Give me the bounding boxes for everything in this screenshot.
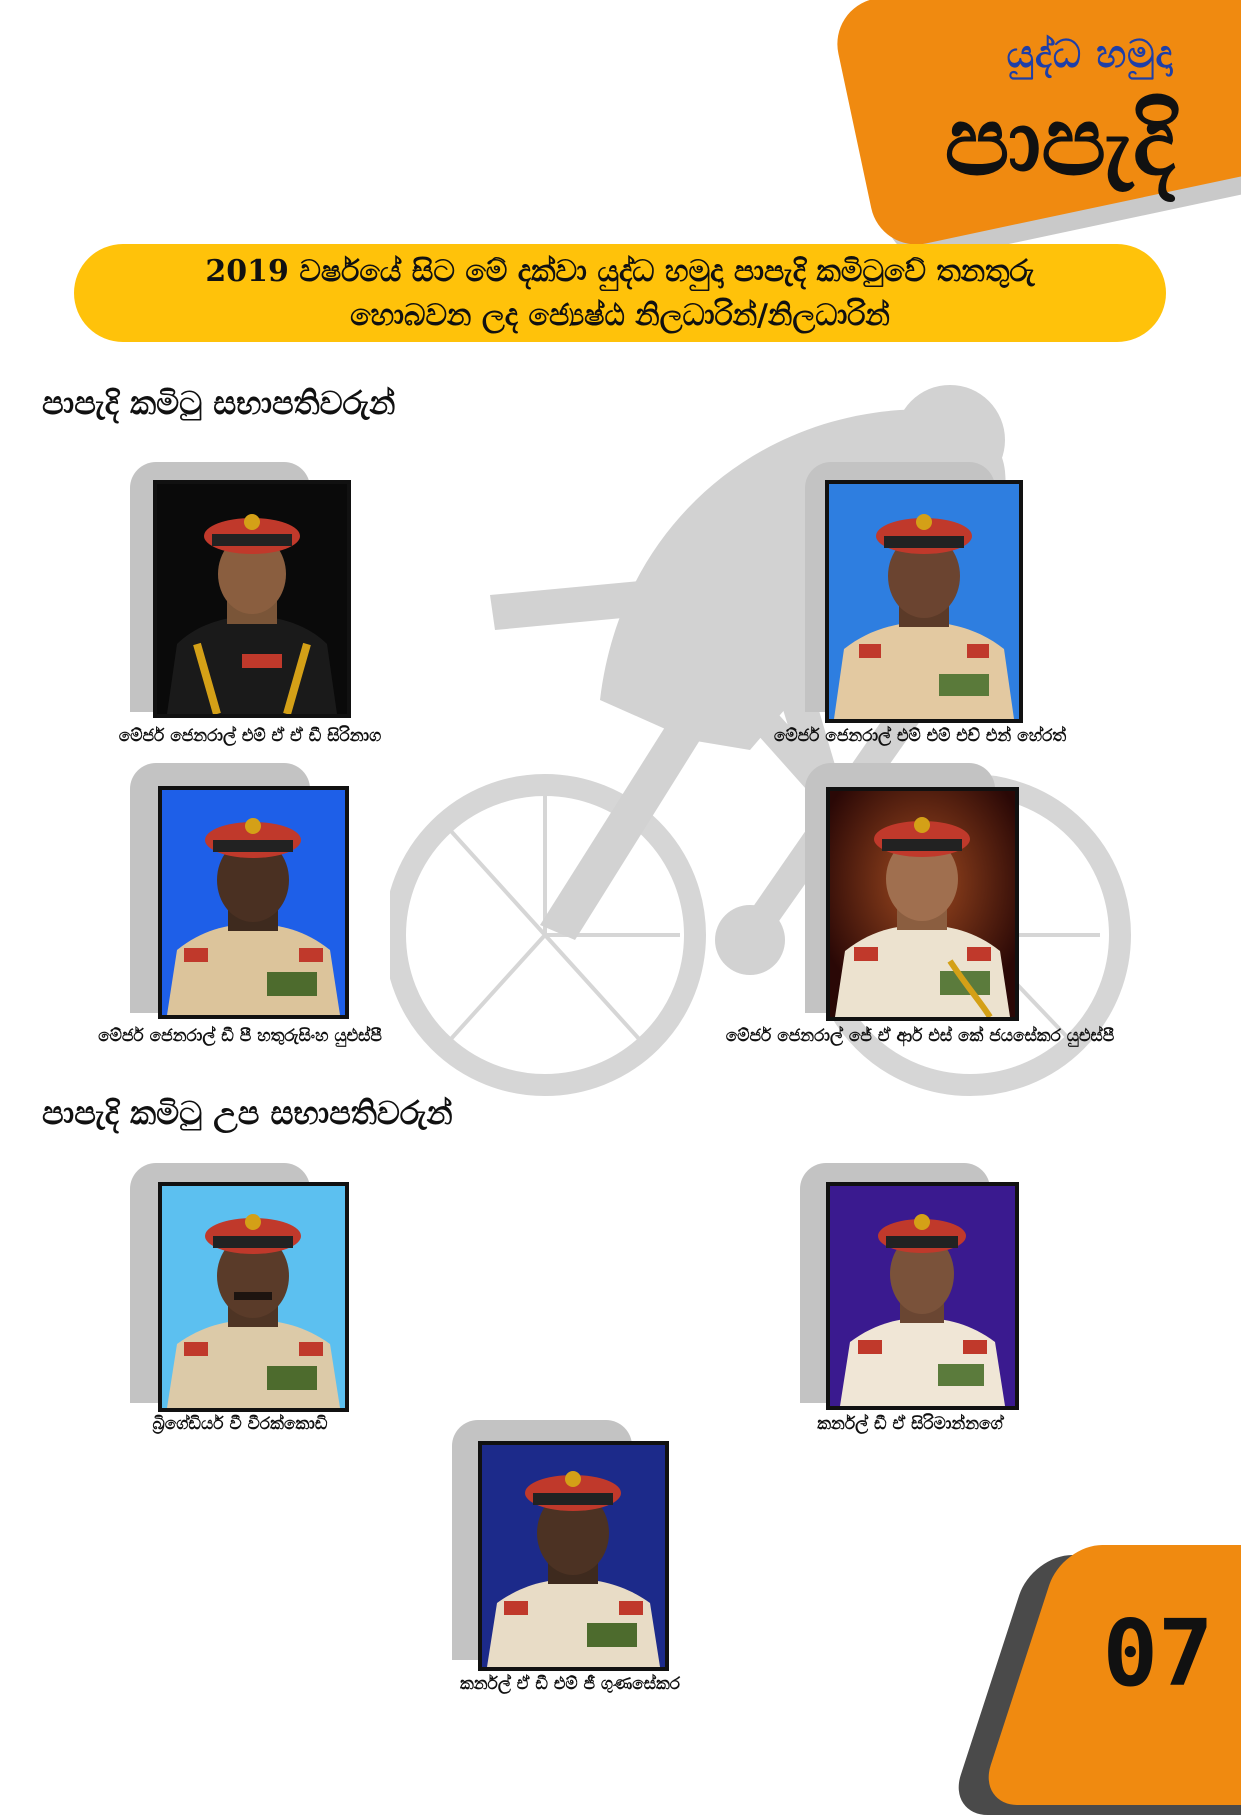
officer-name: මේජර් ජෙනරාල් එම් එම් එච් එන් හේරත් xyxy=(773,726,1067,746)
officer-photo xyxy=(478,1441,669,1671)
page-number: 07 xyxy=(1102,1600,1214,1707)
officer-photo xyxy=(158,786,349,1019)
officer-name: බ්‍රිගේඩියර් වී වීරක්කොඩි xyxy=(152,1414,328,1434)
officer-photo xyxy=(826,1182,1019,1410)
officer-photo xyxy=(826,787,1019,1021)
title-banner xyxy=(74,244,1166,342)
officer-name: කර්නල් ඩී ඒ සිරිමාන්නගේ xyxy=(817,1414,1003,1434)
banner-line-2: හොබවන ලද ජ්‍යෙෂ්ඨ නිලධාරින්/නිලධාරින් xyxy=(350,298,890,333)
officer-name: මේජර් ජෙනරාල් ජේ ඒ ආර් එස් කේ ජයසේකර යුඑස්පී xyxy=(725,1026,1115,1046)
brand-subtitle: යුද්ධ හමුදා xyxy=(1006,32,1174,76)
officer-photo xyxy=(153,480,351,718)
banner-line-1: 2019 වර්ෂයේ සිට මේ දක්වා යුද්ධ හමුදා පාපැදි කමිටුවේ තනතුරු xyxy=(205,254,1035,289)
brand-title: පාපැදි xyxy=(944,85,1176,197)
vice-chairmen-section-title: පාපැදි කමිටු උප සභාපතිවරුන් xyxy=(42,1094,453,1132)
officer-name: කර්නල් ඒ ඩී එම් ජී ගුණසේකර xyxy=(459,1674,681,1694)
officer-name: මේජර් ජෙනරාල් ඩී පී හතුරුසිංහ යුඑස්පී xyxy=(98,1026,382,1046)
officer-photo xyxy=(825,480,1023,723)
chairmen-section-title: පාපැදි කමිටු සභාපතිවරුන් xyxy=(42,384,396,422)
officer-name: මේජර් ජෙනරාල් එම් ඒ ඒ ඩී සිරිනාග xyxy=(118,726,382,746)
officer-photo xyxy=(158,1182,349,1412)
